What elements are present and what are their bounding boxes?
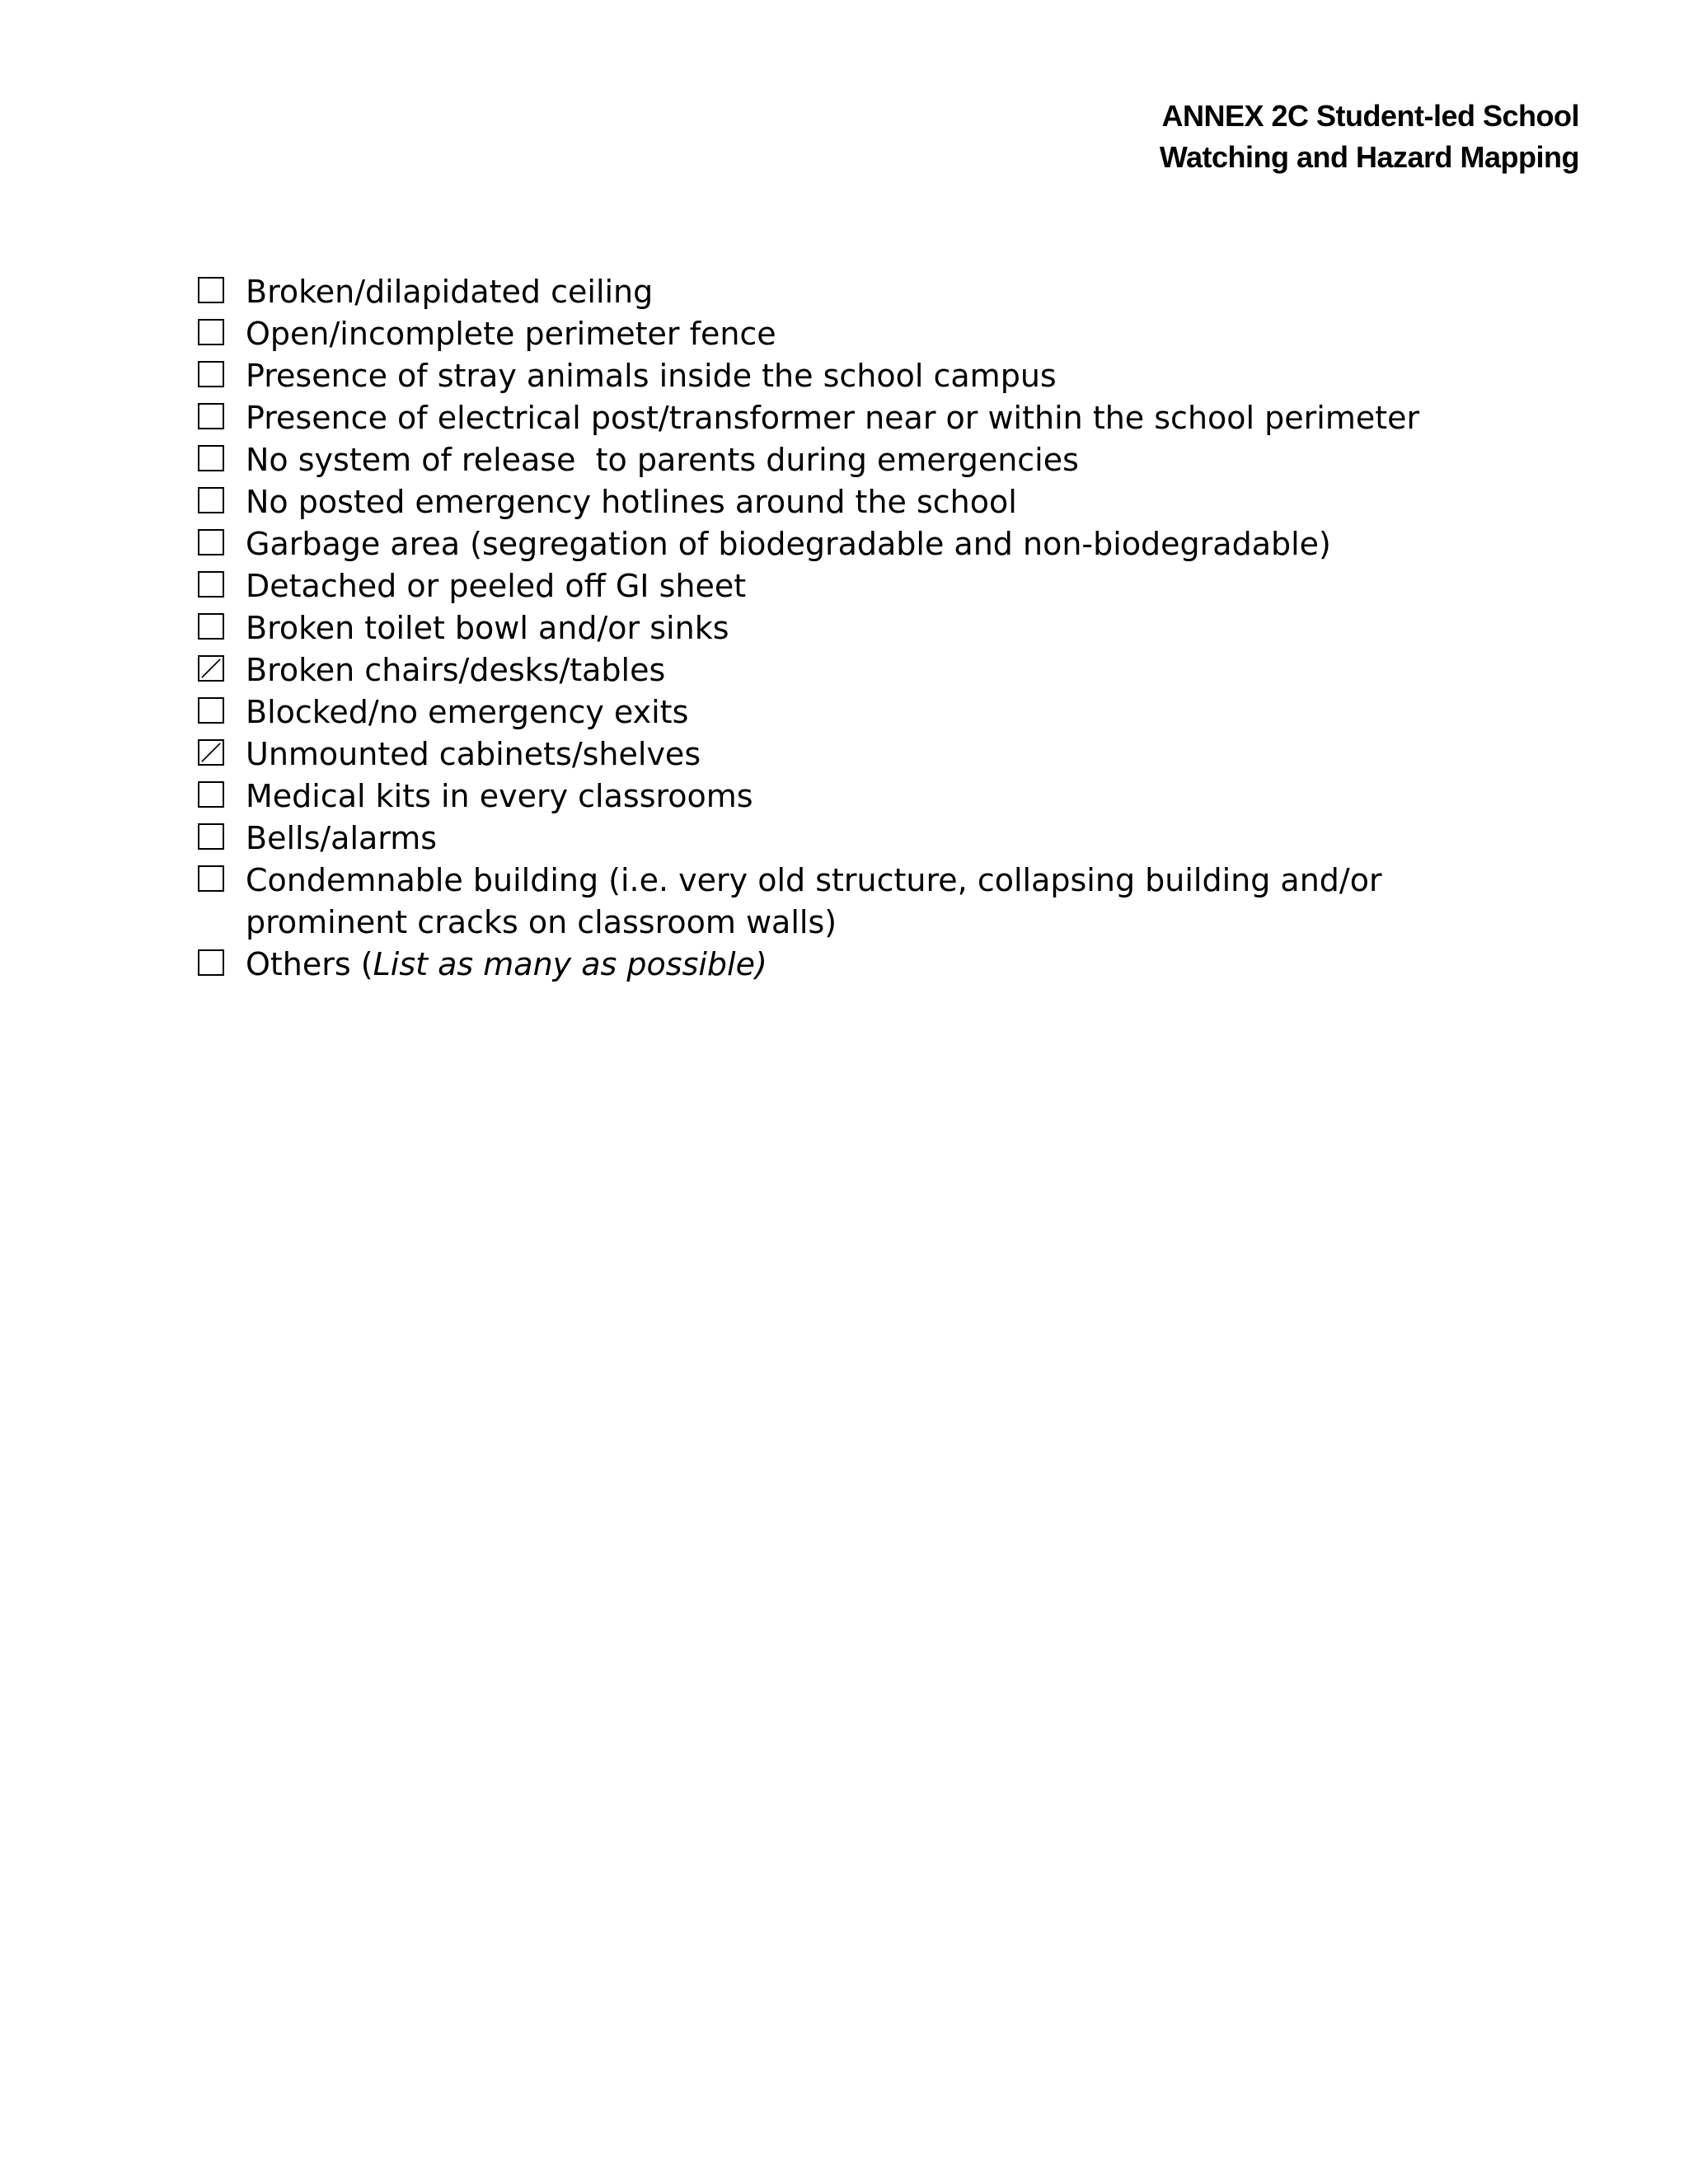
checklist-item-others [198, 944, 1484, 986]
checklist-item-label: Presence of stray animals inside the school campus [246, 358, 1057, 394]
checklist-item-label: Unmounted cabinets/shelves [246, 736, 701, 772]
checklist-item [198, 607, 1484, 649]
checklist-item [198, 271, 1484, 313]
checklist-item [198, 818, 1484, 860]
checklist-item [198, 691, 1484, 733]
checklist-item-label: Garbage area (segregation of biodegradable and non-biodegradable) [246, 526, 1331, 562]
checklist-item [198, 776, 1484, 818]
checklist-item-label: Broken/dilapidated ceiling [246, 274, 654, 310]
document-header [1160, 96, 1579, 178]
checklist-item [198, 481, 1484, 523]
header-line-1: ANNEX 2C Student-led School [1161, 99, 1579, 133]
others-label-prefix: Others ( [246, 946, 373, 982]
checklist-item-label: Condemnable building (i.e. very old structure, collapsing building and/or prominent cracks on classroom walls) [246, 862, 1392, 940]
checkbox[interactable] [198, 361, 224, 387]
checkbox[interactable] [198, 571, 224, 598]
checklist-item [198, 397, 1484, 439]
checklist-item-label: Detached or peeled off GI sheet [246, 568, 747, 604]
checkbox-others[interactable] [198, 949, 224, 976]
check-slash-icon [199, 657, 223, 680]
checklist-item [198, 565, 1484, 607]
others-label-italic: List as many as possible) [373, 946, 767, 982]
checklist-item-label: No posted emergency hotlines around the school [246, 484, 1017, 520]
checkbox[interactable] [198, 655, 224, 682]
header-line-2: Watching and Hazard Mapping [1159, 140, 1579, 174]
checkbox[interactable] [198, 865, 224, 892]
checklist-item-label: Broken toilet bowl and/or sinks [246, 610, 729, 646]
checkbox[interactable] [198, 613, 224, 640]
checklist-item [198, 733, 1484, 776]
checklist-item-label [246, 944, 767, 986]
checklist-item-label: No system of release to parents during emergencies [246, 442, 1079, 478]
checkbox[interactable] [198, 823, 224, 850]
checklist-item [198, 860, 1484, 944]
checkbox[interactable] [198, 403, 224, 429]
checklist-item-label: Medical kits in every classrooms [246, 778, 753, 814]
checkbox[interactable] [198, 277, 224, 303]
checklist-item [198, 523, 1484, 565]
checklist-item [198, 313, 1484, 355]
checkbox[interactable] [198, 739, 224, 766]
hazard-checklist [198, 271, 1484, 986]
checklist-item [198, 355, 1484, 397]
checklist-item-label: Open/incomplete perimeter fence [246, 316, 776, 352]
checklist-item-label: Bells/alarms [246, 820, 438, 856]
checklist-item [198, 649, 1484, 691]
checklist-item-label: Blocked/no emergency exits [246, 694, 689, 730]
checkbox[interactable] [198, 445, 224, 471]
checkbox[interactable] [198, 697, 224, 724]
checkbox[interactable] [198, 529, 224, 555]
checkbox[interactable] [198, 319, 224, 345]
checklist-item [198, 439, 1484, 481]
checkbox[interactable] [198, 487, 224, 513]
checklist-item-label: Presence of electrical post/transformer near or within the school perimeter [246, 400, 1420, 436]
checkbox[interactable] [198, 781, 224, 808]
check-slash-icon [199, 741, 223, 764]
checklist-item-label: Broken chairs/desks/tables [246, 652, 666, 688]
